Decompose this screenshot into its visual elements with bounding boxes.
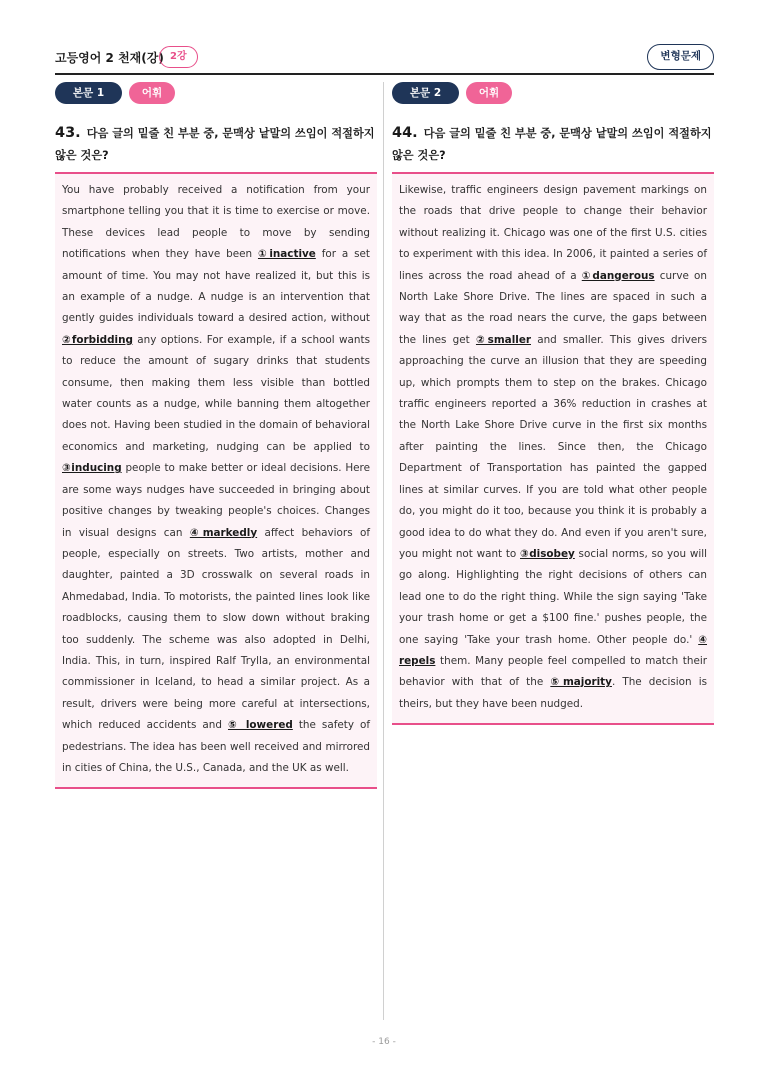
right-tags [392, 82, 714, 104]
column-divider [383, 82, 384, 1020]
passage-text: social norms, so you will go along. Highlighting the right decisions of others can lead one to do the right thing. While the sign saying 'Take your trash home or get a $100 fine.' pushes people, the one saying 'Take your trash home. Other people do.' [399, 547, 707, 646]
underlined-choice-5: ⑤ lowered [227, 719, 293, 732]
passage-text: the safety of pedestrians. The idea has been well received and mirrored in cities of China, the U.S., Canada, and the UK as well. [62, 719, 371, 774]
question-44 [392, 122, 714, 167]
underlined-choice-4: ④markedly [189, 526, 258, 539]
passage-text: any options. For example, if a school wants to reduce the amount of sugary drinks that students consume, then making them less visible than bottled water counts as a nudge, while banning them altogether does not. Having been studied in the domain of behavioral economics and marketing, nudging can be applied to [62, 333, 370, 453]
underlined-choice-2: ②smaller [475, 333, 531, 346]
passage-text: Likewise, traffic engineers design pavement markings on the roads that drive people to change their behavior without realizing it. Chicago was one of the first U.S. cities to experiment with this idea. In 2006, it painted a series of lines across the road ahead of a [399, 184, 707, 282]
right-column [392, 82, 714, 725]
left-tags [55, 82, 377, 104]
underlined-choice-3: ③inducing [62, 462, 122, 475]
question-type-badge: 변형문제 [647, 44, 714, 70]
underlined-choice-2: ②forbidding [62, 333, 133, 346]
underlined-choice-5: ⑤majority [550, 676, 612, 689]
passage-tag: 본문 1 [55, 82, 122, 104]
question-number: 44. [392, 125, 418, 141]
passage-text: for a set amount of time. You may not have realized it, but this is an example of a nudge. A nudge is an intervention that gently guides individuals toward a desired action, without [62, 248, 370, 325]
question-text: 다음 글의 밑줄 친 부분 중, 문맥상 낱말의 쓰임이 적절하지 않은 것은? [55, 127, 375, 162]
vocabulary-tag: 어휘 [129, 82, 175, 104]
passage-text: . The decision is theirs, but they have been nudged. [399, 676, 708, 710]
passage-text: You have probably received a notification from your smartphone telling you that it is time to exercise or move. These devices lead people to move by sending notifications when they have been [62, 184, 370, 261]
vocabulary-tag: 어휘 [466, 82, 512, 104]
passage-2 [392, 174, 714, 723]
passage-text: curve on North Lake Shore Drive. The lines are spaced in such a way that as the road nears the curve, the gaps between the lines get [399, 269, 707, 346]
underlined-choice-1: ①inactive [257, 248, 316, 261]
underlined-choice-4: ④ repels [399, 633, 707, 667]
passage-divider [55, 787, 377, 789]
page-header [55, 44, 714, 74]
underlined-choice-1: ①dangerous [581, 269, 655, 282]
passage-text: them. Many people feel compelled to match their behavior with that of the [399, 654, 707, 689]
passage-1 [55, 174, 377, 787]
book-title: 고등영어 2 천재(강) [55, 51, 164, 65]
header-divider [55, 73, 714, 75]
question-number: 43. [55, 125, 81, 141]
page-number: - 16 - [372, 1037, 396, 1047]
passage-tag: 본문 2 [392, 82, 459, 104]
passage-text: and smaller. This gives drivers approaching the curve an illusion that they are speeding up, which prompts them to step on the brakes. Chicago traffic engineers reported a 36% reduction in crashes at the North Lake Shore Drive curve in the first six months after painting the lines. Since then, the Chicago Department of Transportation has painted the gapped lines at similar curves. If you are told what other people do, you might do it too, because you think it is probably a good idea to do what they do. And even if you aren't sure, you might not want to [399, 333, 707, 560]
question-43 [55, 122, 377, 167]
passage-text: affect behaviors of people, especially on streets. Two artists, mother and daughter, painted a 3D crosswalk on several roads in Ahmedabad, India. To motorists, the painted lines look like roadblocks, causing them to slow down without braking too suddenly. The scheme was also adopted in Delhi, India. This, in turn, inspired Ralf Trylla, an environmental commissioner in Iceland, to head a similar project. As a result, drivers were being more careful at intersections, which reduced accidents and [62, 526, 370, 732]
underlined-choice-3: ③disobey [520, 547, 575, 560]
lesson-badge: 2강 [159, 46, 198, 68]
left-column [55, 82, 377, 789]
question-text: 다음 글의 밑줄 친 부분 중, 문맥상 낱말의 쓰임이 적절하지 않은 것은? [392, 127, 712, 162]
passage-divider [392, 723, 714, 725]
passage-text: people to make better or ideal decisions. Here are some ways nudges have succeeded in bringing about positive changes by tweaking people's choices. Changes in visual designs can [62, 462, 370, 539]
